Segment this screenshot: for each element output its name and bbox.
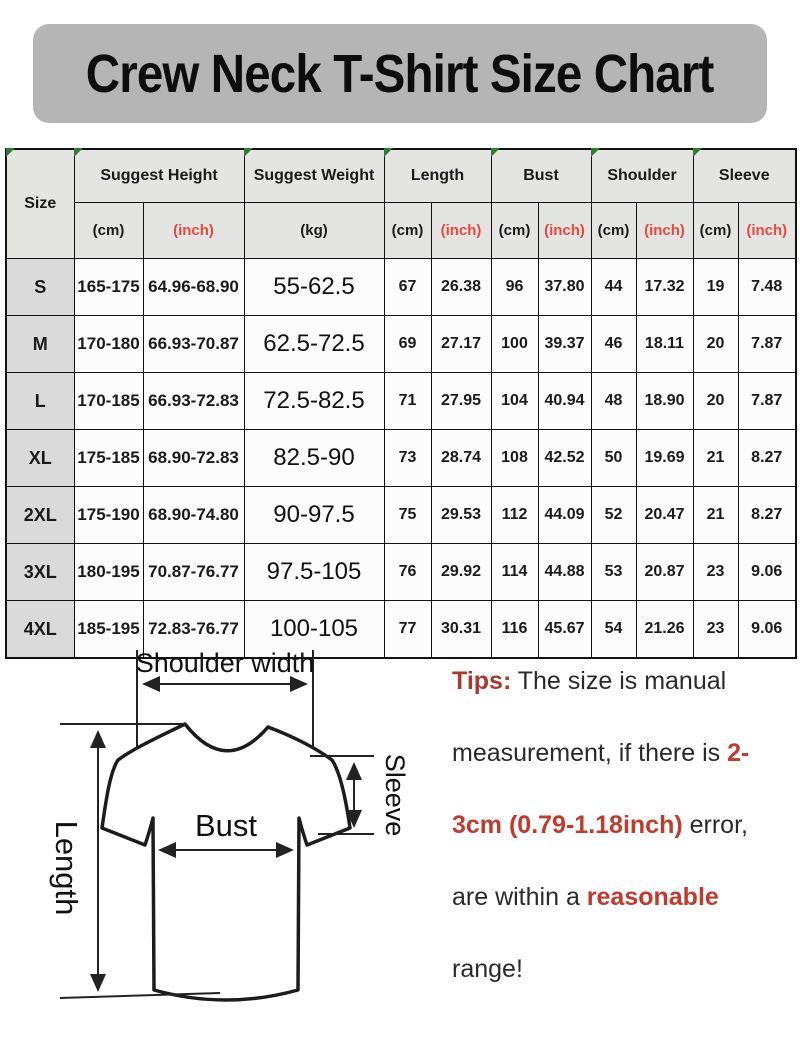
size-label: 2XL — [6, 487, 74, 544]
unit-header: (cm) — [74, 203, 143, 259]
measurement-cell: 21.26 — [636, 601, 693, 659]
measurement-cell: 73 — [384, 430, 431, 487]
measurement-cell: 19.69 — [636, 430, 693, 487]
tips-highlight-text: 3cm (0.79-1.18inch) — [452, 811, 683, 839]
column-header-sleeve: Sleeve — [693, 149, 796, 203]
tips-line — [452, 645, 797, 717]
measurement-cell: 28.74 — [431, 430, 491, 487]
size-row-m — [6, 316, 796, 373]
measurement-cell: 20 — [693, 373, 738, 430]
measurement-cell: 62.5-72.5 — [244, 316, 384, 373]
cell-corner-flag-icon — [693, 148, 702, 157]
size-label: S — [6, 259, 74, 316]
measurement-cell: 19 — [693, 259, 738, 316]
measurement-cell: 108 — [491, 430, 538, 487]
measurement-cell: 9.06 — [738, 544, 796, 601]
measurement-cell: 180-195 — [74, 544, 143, 601]
tips-highlight-text: reasonable — [586, 883, 719, 911]
unit-header: (inch) — [143, 203, 244, 259]
size-row-xl — [6, 430, 796, 487]
unit-header: (cm) — [491, 203, 538, 259]
size-row-l — [6, 373, 796, 430]
measurement-cell: 8.27 — [738, 487, 796, 544]
measurement-cell: 64.96-68.90 — [143, 259, 244, 316]
measurement-cell: 69 — [384, 316, 431, 373]
size-label: XL — [6, 430, 74, 487]
unit-header: (inch) — [738, 203, 796, 259]
measurement-cell: 68.90-74.80 — [143, 487, 244, 544]
length-label: Length — [49, 820, 84, 916]
cell-corner-flag-icon — [74, 148, 83, 157]
measurement-cell: 27.95 — [431, 373, 491, 430]
tips-line — [452, 933, 797, 1005]
measurement-cell: 185-195 — [74, 601, 143, 659]
measurement-cell: 44.09 — [538, 487, 591, 544]
tips-text: measurement, if there is — [452, 739, 728, 767]
tips-line — [452, 861, 797, 933]
cell-corner-flag-icon — [491, 148, 500, 157]
measurement-cell: 17.32 — [636, 259, 693, 316]
measurement-cell: 90-97.5 — [244, 487, 384, 544]
measurement-cell: 42.52 — [538, 430, 591, 487]
size-table — [5, 148, 797, 659]
measurement-cell: 55-62.5 — [244, 259, 384, 316]
measurement-cell: 77 — [384, 601, 431, 659]
measurement-cell: 8.27 — [738, 430, 796, 487]
tips-line — [452, 717, 797, 789]
measurement-cell: 29.92 — [431, 544, 491, 601]
unit-header: (kg) — [244, 203, 384, 259]
measurement-cell: 100 — [491, 316, 538, 373]
measurement-cell: 20 — [693, 316, 738, 373]
measurement-cell: 21 — [693, 487, 738, 544]
column-header-size: Size — [6, 149, 74, 259]
header-row-groups — [6, 149, 796, 203]
measurement-cell: 66.93-72.83 — [143, 373, 244, 430]
measurement-cell: 96 — [491, 259, 538, 316]
sleeve-label: Sleeve — [380, 753, 410, 837]
measurement-cell: 20.47 — [636, 487, 693, 544]
measurement-cell: 20.87 — [636, 544, 693, 601]
measurement-cell: 48 — [591, 373, 636, 430]
measurement-cell: 114 — [491, 544, 538, 601]
size-row-2xl — [6, 487, 796, 544]
measurement-cell: 66.93-70.87 — [143, 316, 244, 373]
tips-text: The size is manual — [511, 667, 727, 695]
unit-header: (inch) — [538, 203, 591, 259]
measurement-cell: 165-175 — [74, 259, 143, 316]
title-bar — [33, 24, 767, 123]
measurement-cell: 40.94 — [538, 373, 591, 430]
cell-corner-flag-icon — [6, 148, 15, 157]
tshirt-outline-shape — [102, 724, 350, 1000]
bust-label: Bust — [194, 808, 258, 843]
unit-header: (inch) — [431, 203, 491, 259]
table-header — [6, 149, 796, 259]
measurement-cell: 29.53 — [431, 487, 491, 544]
measurement-cell: 23 — [693, 601, 738, 659]
tips-block — [452, 645, 797, 1005]
header-row-units — [6, 203, 796, 259]
measurement-cell: 27.17 — [431, 316, 491, 373]
measurement-cell: 52 — [591, 487, 636, 544]
measurement-cell: 18.90 — [636, 373, 693, 430]
measurement-cell: 53 — [591, 544, 636, 601]
cell-corner-flag-icon — [591, 148, 600, 157]
unit-header: (cm) — [693, 203, 738, 259]
measurement-cell: 30.31 — [431, 601, 491, 659]
size-label: M — [6, 316, 74, 373]
measurement-cell: 170-185 — [74, 373, 143, 430]
measurement-cell: 54 — [591, 601, 636, 659]
measurement-cell: 175-185 — [74, 430, 143, 487]
measurement-cell: 45.67 — [538, 601, 591, 659]
size-label: 4XL — [6, 601, 74, 659]
unit-header: (inch) — [636, 203, 693, 259]
measurement-cell: 46 — [591, 316, 636, 373]
measurement-cell: 97.5-105 — [244, 544, 384, 601]
column-header-suggest-height: Suggest Height — [74, 149, 244, 203]
column-header-shoulder: Shoulder — [591, 149, 693, 203]
measurement-cell: 37.80 — [538, 259, 591, 316]
tips-line — [452, 789, 797, 861]
tips-text: error, — [682, 811, 748, 839]
column-header-length: Length — [384, 149, 491, 203]
unit-header: (cm) — [384, 203, 431, 259]
measurement-cell: 175-190 — [74, 487, 143, 544]
shoulder-width-label: Shoulder width — [135, 648, 315, 678]
tips-text: are within a — [452, 883, 587, 911]
tips-highlight-text: 2- — [727, 739, 750, 767]
measurement-cell: 26.38 — [431, 259, 491, 316]
measurement-cell: 9.06 — [738, 601, 796, 659]
size-row-s — [6, 259, 796, 316]
tips-highlight-text: Tips: — [452, 667, 512, 695]
measurement-cell: 7.87 — [738, 316, 796, 373]
measurement-cell: 39.37 — [538, 316, 591, 373]
column-header-suggest-weight: Suggest Weight — [244, 149, 384, 203]
measurement-cell: 72.5-82.5 — [244, 373, 384, 430]
measurement-cell: 72.83-76.77 — [143, 601, 244, 659]
measurement-cell: 100-105 — [244, 601, 384, 659]
measurement-cell: 70.87-76.77 — [143, 544, 244, 601]
cell-corner-flag-icon — [244, 148, 253, 157]
measurement-cell: 76 — [384, 544, 431, 601]
measurement-cell: 71 — [384, 373, 431, 430]
measurement-cell: 44 — [591, 259, 636, 316]
measurement-cell: 68.90-72.83 — [143, 430, 244, 487]
measurement-cell: 44.88 — [538, 544, 591, 601]
measurement-cell: 7.87 — [738, 373, 796, 430]
measurement-cell: 67 — [384, 259, 431, 316]
measurement-cell: 23 — [693, 544, 738, 601]
measurement-cell: 21 — [693, 430, 738, 487]
measurement-cell: 50 — [591, 430, 636, 487]
measurement-cell: 7.48 — [738, 259, 796, 316]
measurement-cell: 170-180 — [74, 316, 143, 373]
size-row-3xl — [6, 544, 796, 601]
page-title: Crew Neck T-Shirt Size Chart — [86, 43, 714, 104]
column-header-bust: Bust — [491, 149, 591, 203]
measurement-cell: 75 — [384, 487, 431, 544]
table-body — [6, 259, 796, 659]
tips-text: range! — [452, 955, 523, 983]
size-label: L — [6, 373, 74, 430]
measurement-cell: 112 — [491, 487, 538, 544]
measurement-cell: 104 — [491, 373, 538, 430]
measurement-cell: 116 — [491, 601, 538, 659]
unit-header: (cm) — [591, 203, 636, 259]
cell-corner-flag-icon — [384, 148, 393, 157]
measurement-cell: 82.5-90 — [244, 430, 384, 487]
tshirt-measurement-diagram — [0, 648, 440, 1040]
size-label: 3XL — [6, 544, 74, 601]
measurement-cell: 18.11 — [636, 316, 693, 373]
